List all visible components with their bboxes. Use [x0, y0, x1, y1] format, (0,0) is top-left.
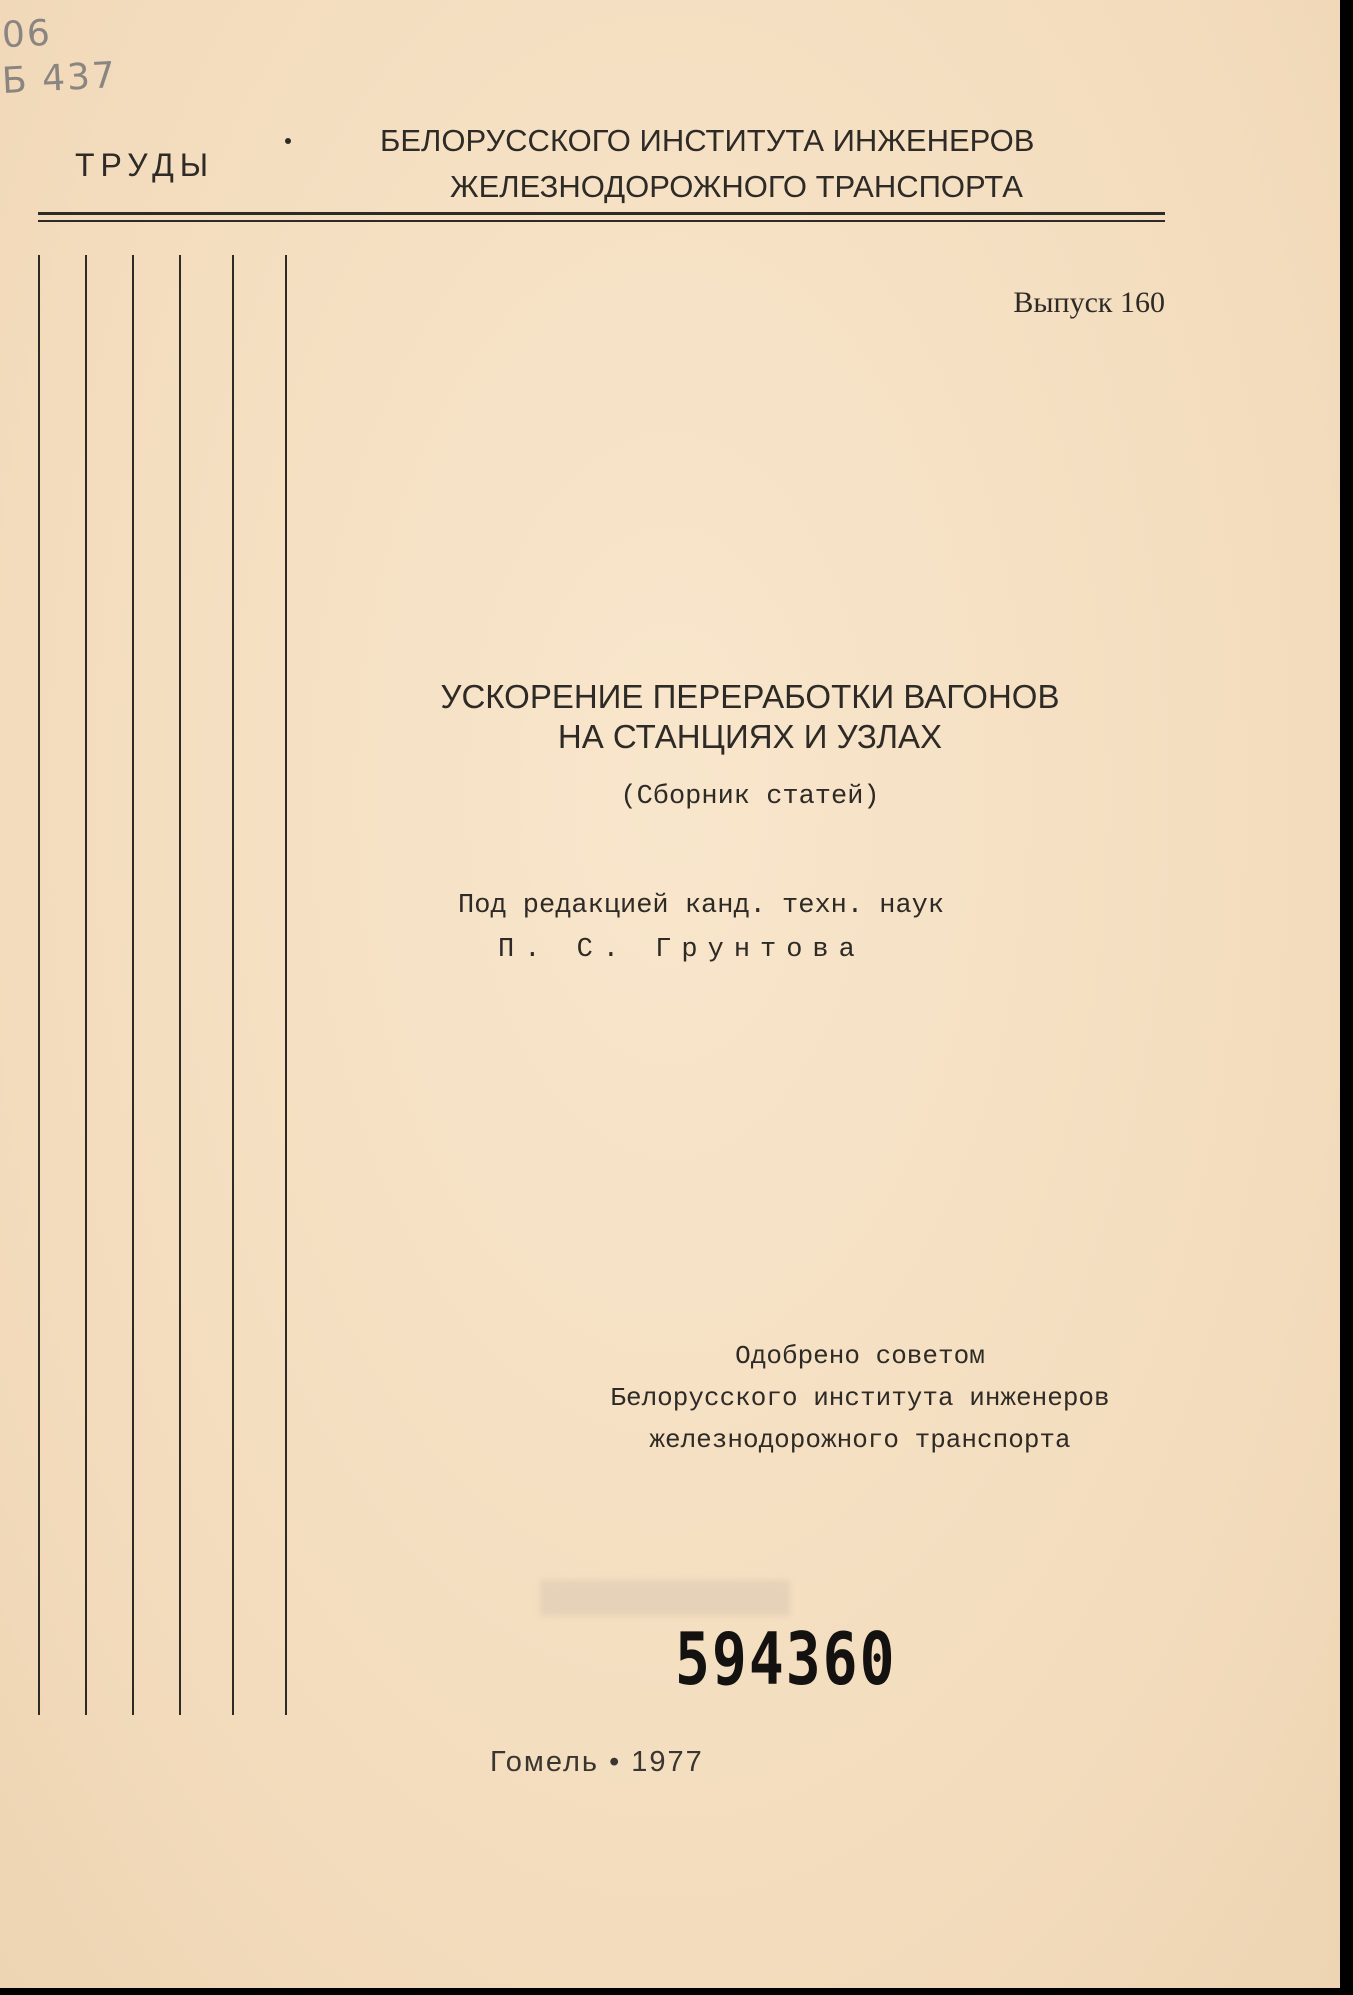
book-title-line1: УСКОРЕНИЕ ПЕРЕРАБОТКИ ВАГОНОВ	[440, 678, 1060, 715]
imprint: Гомель • 1977	[490, 1746, 704, 1778]
vertical-line	[232, 255, 234, 1715]
approval-note	[540, 1335, 1180, 1461]
header-dot-icon	[285, 138, 291, 144]
vertical-line	[38, 255, 40, 1715]
header-rule-top	[38, 212, 1165, 215]
editor-credit	[458, 884, 944, 972]
book-title	[360, 677, 1140, 757]
editor-name: П. С. Грунтова	[498, 935, 865, 965]
vertical-line	[285, 255, 287, 1715]
institute-name-line1: БЕЛОРУССКОГО ИНСТИТУТА ИНЖЕНЕРОВ	[380, 123, 1035, 158]
book-subtitle: (Сборник статей)	[620, 782, 880, 812]
book-title-line2: НА СТАНЦИЯХ И УЗЛАХ	[557, 718, 943, 755]
approval-line2: Белорусского института инженеров	[610, 1383, 1110, 1413]
approval-line3: железнодорожного транспорта	[649, 1425, 1071, 1455]
vertical-line	[85, 255, 87, 1715]
vertical-line	[132, 255, 134, 1715]
handwritten-note-line2: Б 437	[1, 55, 118, 102]
handwritten-note-line1: 06	[0, 12, 53, 57]
vertical-line	[179, 255, 181, 1715]
institute-name	[380, 118, 1170, 210]
approval-line1: Одобрено советом	[735, 1341, 985, 1371]
editor-credit-line1: Под редакцией канд. техн. наук	[458, 891, 945, 921]
inventory-number-stamp: 594360	[675, 1616, 897, 1702]
series-label: ТРУДЫ	[75, 147, 215, 183]
issue-number: Выпуск 160	[1013, 286, 1165, 319]
header-rule-bottom	[38, 220, 1165, 222]
faint-stamp	[540, 1580, 790, 1616]
institute-name-line2: ЖЕЛЕЗНОДОРОЖНОГО ТРАНСПОРТА	[450, 169, 1023, 204]
